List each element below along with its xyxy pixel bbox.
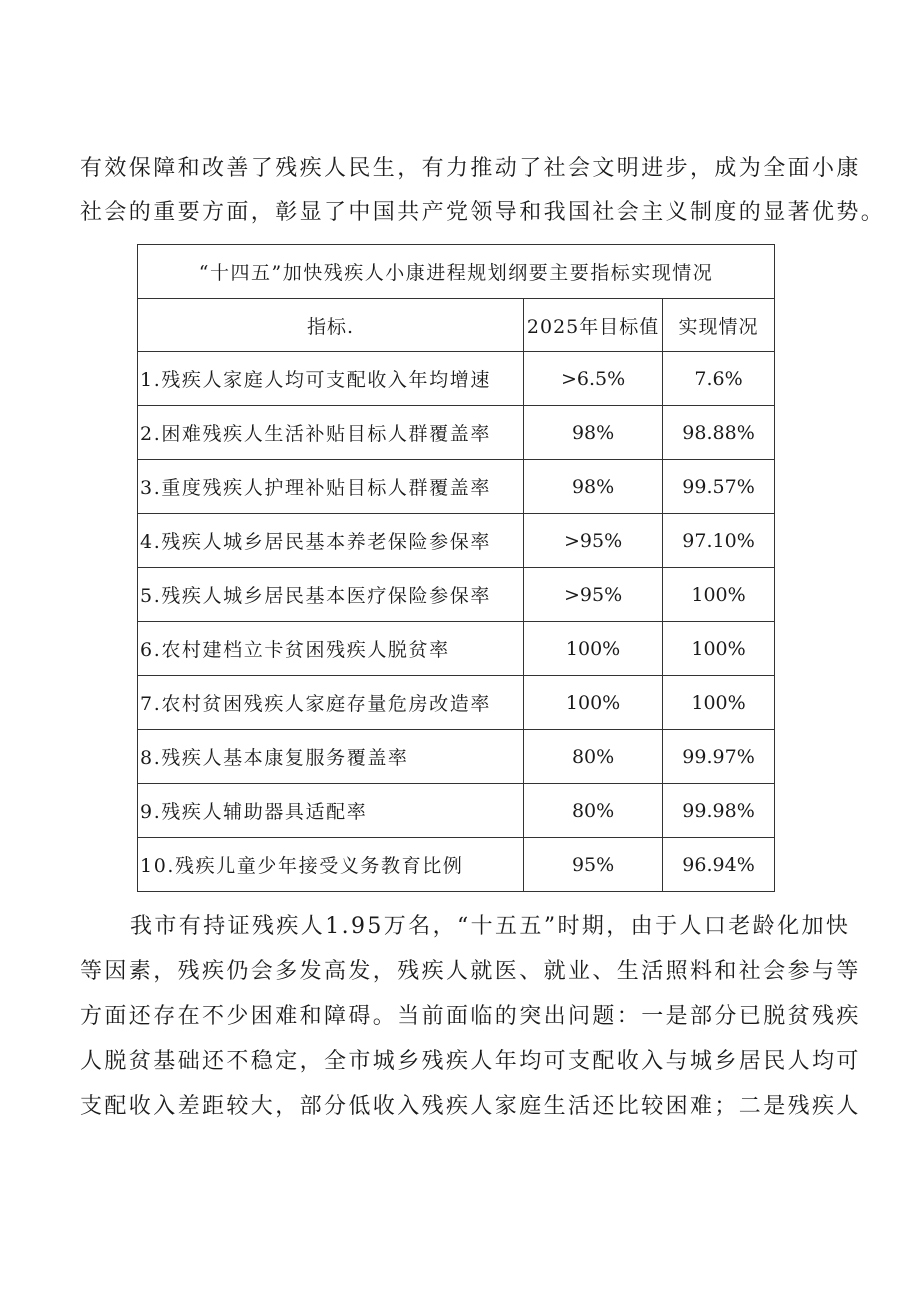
target-cell: 95% (524, 838, 663, 892)
indicator-cell: 7.农村贫困残疾人家庭存量危房改造率 (138, 676, 524, 730)
target-cell: >95% (524, 568, 663, 622)
indicator-cell: 3.重度残疾人护理补贴目标人群覆盖率 (138, 460, 524, 514)
target-cell: 100% (524, 676, 663, 730)
table-caption-row (138, 245, 775, 299)
indicator-table (137, 244, 775, 892)
indicator-cell: 4.残疾人城乡居民基本养老保险参保率 (138, 514, 524, 568)
target-cell: 98% (524, 460, 663, 514)
table-row (138, 730, 775, 784)
header-indicator: 指标. (138, 299, 524, 352)
header-target: 2025年目标值 (524, 299, 663, 352)
actual-cell: 99.57% (663, 460, 775, 514)
indicator-cell: 8.残疾人基本康复服务覆盖率 (138, 730, 524, 784)
table-row (138, 406, 775, 460)
actual-cell: 99.98% (663, 784, 775, 838)
indicator-cell: 2.困难残疾人生活补贴目标人群覆盖率 (138, 406, 524, 460)
header-actual: 实现情况 (663, 299, 775, 352)
table-row (138, 676, 775, 730)
table-row (138, 352, 775, 406)
table-row (138, 838, 775, 892)
target-cell: 80% (524, 784, 663, 838)
target-cell: 80% (524, 730, 663, 784)
indicator-cell: 5.残疾人城乡居民基本医疗保险参保率 (138, 568, 524, 622)
target-cell: 100% (524, 622, 663, 676)
actual-cell: 97.10% (663, 514, 775, 568)
paragraph-line: 人脱贫基础还不稳定，全市城乡残疾人年均可支配收入与城乡居民人均可 (80, 1049, 861, 1074)
indicator-cell: 1.残疾人家庭人均可支配收入年均增速 (138, 352, 524, 406)
table-row (138, 622, 775, 676)
table-row (138, 568, 775, 622)
actual-cell: 98.88% (663, 406, 775, 460)
paragraph-line: 有效保障和改善了残疾人民生，有力推动了社会文明进步，成为全面小康 (80, 156, 861, 181)
target-cell: >6.5% (524, 352, 663, 406)
paragraph-line: 等因素，残疾仍会多发高发，残疾人就医、就业、生活照料和社会参与等 (80, 959, 861, 984)
intro-paragraph (80, 147, 886, 235)
actual-cell: 100% (663, 676, 775, 730)
actual-cell: 100% (663, 568, 775, 622)
indicator-cell: 6.农村建档立卡贫困残疾人脱贫率 (138, 622, 524, 676)
paragraph-line: 我市有持证残疾人1.95万名，“十五五”时期，由于人口老龄化加快 (130, 914, 851, 939)
paragraph-line: 支配收入差距较大，部分低收入残疾人家庭生活还比较困难；二是残疾人 (80, 1094, 861, 1119)
actual-cell: 100% (663, 622, 775, 676)
body-paragraph (80, 904, 861, 1129)
actual-cell: 99.97% (663, 730, 775, 784)
indicator-cell: 9.残疾人辅助器具适配率 (138, 784, 524, 838)
paragraph-line: 社会的重要方面，彰显了中国共产党领导和我国社会主义制度的显著优势。 (80, 200, 886, 225)
indicator-cell: 10.残疾儿童少年接受义务教育比例 (138, 838, 524, 892)
table-header-row (138, 299, 775, 352)
table-row (138, 460, 775, 514)
actual-cell: 96.94% (663, 838, 775, 892)
actual-cell: 7.6% (663, 352, 775, 406)
paragraph-line: 方面还存在不少困难和障碍。当前面临的突出问题：一是部分已脱贫残疾 (80, 1004, 861, 1029)
table-caption: “十四五”加快残疾人小康进程规划纲要主要指标实现情况 (138, 245, 775, 299)
target-cell: 98% (524, 406, 663, 460)
table-row (138, 514, 775, 568)
target-cell: >95% (524, 514, 663, 568)
table-row (138, 784, 775, 838)
